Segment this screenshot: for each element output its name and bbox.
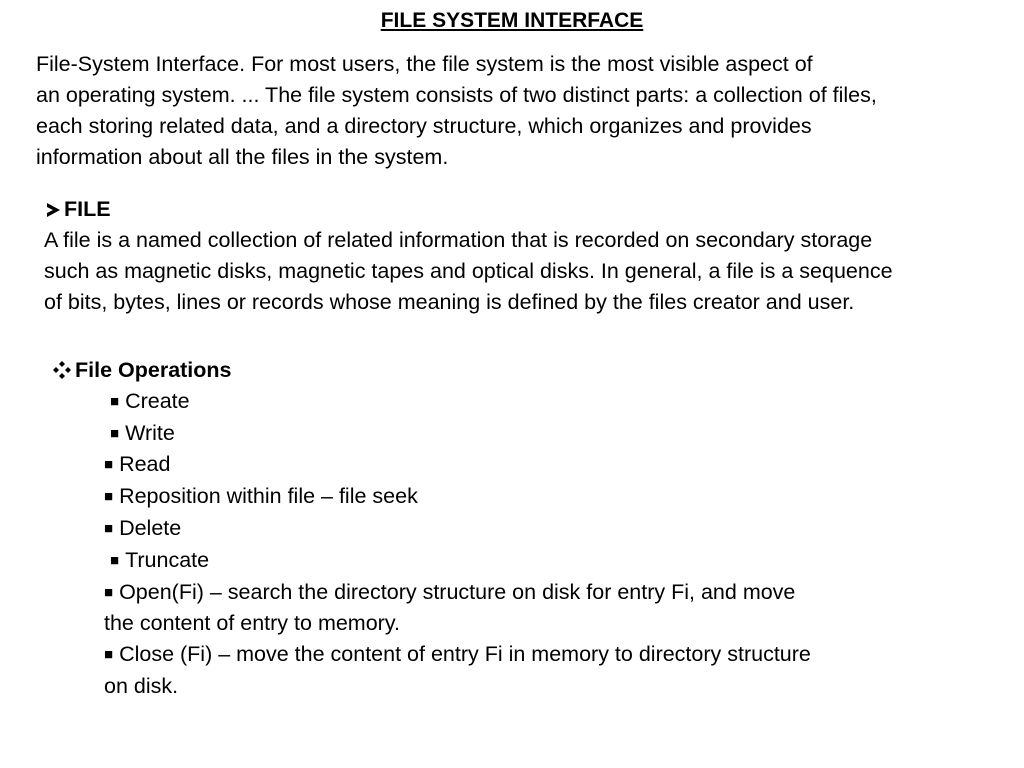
intro-line: File-System Interface. For most users, the file system is the most visible aspect of (36, 52, 813, 76)
file-definition-line: A file is a named collection of related information that is recorded on secondary storage (44, 228, 873, 252)
intro-line: each storing related data, and a directory structure, which organizes and provides (36, 114, 812, 138)
operation-item-open-continuation: the content of entry to memory. (104, 611, 400, 636)
square-bullet-icon: ■ (104, 583, 114, 601)
square-bullet-icon: ■ (110, 424, 120, 442)
operation-item-close-continuation: on disk. (104, 673, 179, 698)
file-operations-heading-label: File Operations (75, 358, 232, 382)
page-title: FILE SYSTEM INTERFACE (380, 9, 644, 32)
arrow-bullet-icon (47, 203, 60, 217)
intro-paragraph (36, 49, 976, 173)
intro-line: information about all the files in the system. (36, 145, 449, 169)
intro-line: an operating system. ... The file system consists of two distinct parts: a collection of files, (36, 83, 877, 107)
operation-item-delete: ■ Delete (52, 513, 992, 545)
operation-item-reposition: ■ Reposition within file – file seek (52, 481, 992, 513)
file-operations-heading (52, 355, 992, 386)
file-heading-label: FILE (64, 197, 111, 221)
square-bullet-icon: ■ (104, 646, 114, 664)
operation-item-create: ■ Create (52, 386, 992, 418)
square-bullet-icon: ■ (110, 392, 120, 410)
file-section (44, 194, 1004, 318)
file-definition-line: of bits, bytes, lines or records whose meaning is defined by the files creator and user. (44, 290, 855, 314)
operation-item-truncate: ■ Truncate (52, 545, 992, 577)
file-definition-line: such as magnetic disks, magnetic tapes and optical disks. In general, a file is a sequence (44, 259, 893, 283)
square-bullet-icon: ■ (104, 456, 114, 474)
square-bullet-icon: ■ (110, 551, 120, 569)
square-bullet-icon: ■ (104, 519, 114, 537)
operation-item-write: ■ Write (52, 418, 992, 450)
diamond-bullet-icon (52, 360, 72, 380)
square-bullet-icon: ■ (104, 488, 114, 506)
operation-item-read: ■ Read (52, 449, 992, 481)
file-operations-section (52, 355, 992, 702)
file-heading (44, 194, 1004, 225)
operation-item-open: ■ Open(Fi) – search the directory structure on disk for entry Fi, and move (52, 577, 992, 609)
operation-item-close: ■ Close (Fi) – move the content of entry Fi in memory to directory structure (52, 639, 992, 671)
